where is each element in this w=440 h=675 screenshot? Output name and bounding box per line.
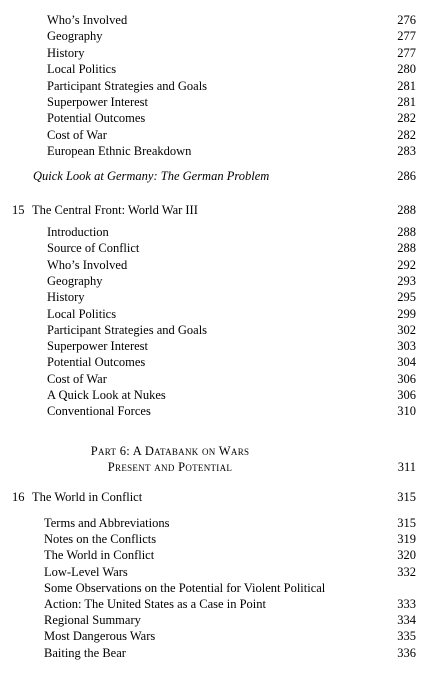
- toc-entry-title: Superpower Interest: [47, 339, 149, 354]
- toc-entry-page: 306: [397, 388, 416, 402]
- toc-entry-title: Local Politics: [47, 62, 117, 77]
- toc-entry-page: 315: [397, 516, 416, 530]
- toc-entry: [0, 547, 440, 563]
- toc-entry-title: Who’s Involved: [47, 257, 128, 272]
- toc-entry: [0, 531, 440, 547]
- toc-entry: [0, 143, 440, 159]
- toc-entry: [0, 78, 440, 94]
- toc-entry-page: 306: [397, 371, 416, 386]
- toc-entry: [0, 354, 440, 370]
- toc-entry-title: European Ethnic Breakdown: [47, 144, 192, 159]
- toc-entry-title: Regional Summary: [44, 613, 141, 628]
- toc-entry-page: 295: [397, 290, 416, 305]
- toc-entry-page: 276: [397, 13, 416, 27]
- toc-entry-page: 335: [397, 629, 416, 644]
- toc-entry-title: Geography: [47, 273, 103, 288]
- chapter-title: The Central Front: World War III: [32, 203, 198, 217]
- toc-entry-title: Cost of War: [47, 371, 107, 386]
- part-6-heading-line-2: Present and Potential: [107, 460, 233, 474]
- toc-entry-page: 334: [397, 613, 416, 628]
- toc-entry-title: Participant Strategies and Goals: [47, 322, 208, 337]
- toc-entry-page: 283: [397, 144, 416, 159]
- toc-entry-page: 303: [397, 339, 416, 354]
- toc-entry-title: Low-Level Wars: [44, 564, 128, 579]
- toc-entry: [0, 289, 440, 305]
- toc-entry-page: 286: [397, 169, 416, 183]
- chapter-title: The World in Conflict: [32, 490, 143, 504]
- toc-entry-page: 310: [397, 404, 416, 419]
- toc-entry-title: Potential Outcomes: [47, 111, 146, 126]
- chapter-page: 288: [397, 203, 416, 217]
- toc-entry-page: 292: [397, 257, 416, 272]
- toc-entry: [0, 45, 440, 61]
- toc-entry: [0, 94, 440, 110]
- toc-entry-page: 302: [397, 322, 416, 337]
- chapter-number: 16: [12, 490, 25, 504]
- toc-entry-page: 288: [397, 241, 416, 256]
- toc-entry-page: 333: [397, 597, 416, 611]
- toc-entry-title: Participant Strategies and Goals: [47, 78, 208, 93]
- toc-quick-look-germany: [0, 168, 440, 184]
- toc-entry: [0, 564, 440, 580]
- toc-entry-title: Some Observations on the Potential for Violent Political: [44, 580, 326, 595]
- toc-entry-title: Action: The United States as a Case in Point: [44, 597, 266, 611]
- toc-entry-page: 293: [397, 273, 416, 288]
- toc-entry-page: 332: [397, 564, 416, 579]
- toc-entry-title: Introduction: [47, 225, 109, 239]
- toc-entry-title: Geography: [47, 29, 103, 44]
- toc-entry-page: 304: [397, 355, 416, 370]
- toc-entry: [0, 338, 440, 354]
- toc-chapter-16: [0, 489, 440, 505]
- part-6-page: 311: [397, 460, 416, 474]
- toc-entry-title: Who’s Involved: [47, 13, 128, 27]
- toc-entry: [0, 12, 440, 28]
- toc-entry: [0, 127, 440, 143]
- toc-entry-title: Superpower Interest: [47, 95, 149, 109]
- chapter-number: 15: [12, 203, 25, 217]
- toc-entry: [0, 240, 440, 256]
- toc-entry-page: 288: [397, 225, 416, 239]
- toc-entry-page: 277: [397, 45, 416, 60]
- toc-entry: [0, 612, 440, 628]
- toc-entry-title: History: [47, 45, 85, 60]
- toc-entry: [0, 110, 440, 126]
- toc-entry-title: Baiting the Bear: [44, 645, 126, 660]
- toc-entry: [0, 387, 440, 403]
- toc-entry: [0, 515, 440, 531]
- toc-entry-title: Quick Look at Germany: The German Problem: [33, 169, 270, 183]
- part-6-heading-line-1: Part 6: A Databank on Wars: [90, 444, 250, 458]
- toc-entry-title: Terms and Abbreviations: [44, 516, 170, 530]
- toc-entry: [0, 628, 440, 644]
- toc-entry-page: 320: [397, 548, 416, 563]
- toc-entry-page: 281: [397, 95, 416, 109]
- toc-entry: [0, 224, 440, 240]
- toc-entry: [0, 257, 440, 273]
- toc-entry-title: Notes on the Conflicts: [44, 532, 157, 547]
- toc-entry: [0, 306, 440, 322]
- toc-entry: [0, 371, 440, 387]
- toc-entry-title: Local Politics: [47, 306, 117, 321]
- toc-entry-title: Cost of War: [47, 127, 107, 142]
- toc-entry-page: 277: [397, 29, 416, 44]
- toc-entry: [0, 322, 440, 338]
- toc-entry-page: 319: [397, 532, 416, 547]
- toc-entry-title: Most Dangerous Wars: [44, 629, 156, 644]
- toc-entry: [0, 596, 440, 612]
- toc-entry-page: 280: [397, 62, 416, 77]
- toc-entry-page: 299: [397, 306, 416, 321]
- toc-entry: [0, 61, 440, 77]
- toc-entry: [0, 645, 440, 661]
- toc-entry: [0, 403, 440, 419]
- toc-entry-title: History: [47, 290, 85, 305]
- toc-entry-page: 282: [397, 111, 416, 126]
- toc-entry-title: Conventional Forces: [47, 404, 151, 419]
- toc-entry: [0, 273, 440, 289]
- toc-part-6: [0, 459, 440, 475]
- toc-entry-title: Potential Outcomes: [47, 355, 146, 370]
- toc-chapter-15: [0, 202, 440, 218]
- toc-entry-page: 282: [397, 127, 416, 142]
- toc-entry: [0, 580, 440, 596]
- toc-entry: [0, 28, 440, 44]
- toc-entry-title: Source of Conflict: [47, 241, 140, 256]
- toc-entry-page: 336: [397, 645, 416, 660]
- toc-entry-title: The World in Conflict: [44, 548, 155, 563]
- toc-entry-title: A Quick Look at Nukes: [47, 388, 166, 402]
- toc-entry-page: 281: [397, 78, 416, 93]
- chapter-page: 315: [397, 490, 416, 504]
